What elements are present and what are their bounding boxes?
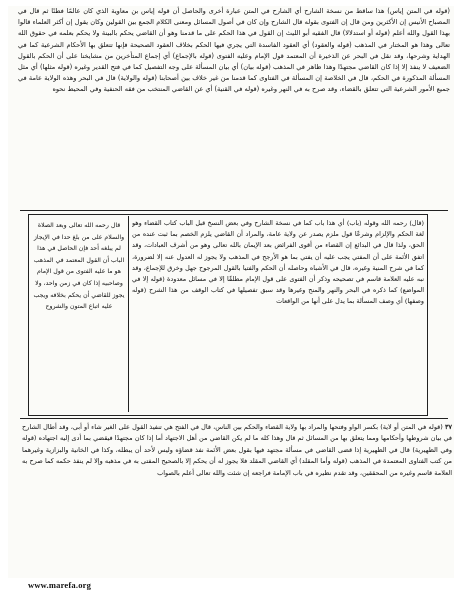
- main-column-text: (قال) رحمه الله وقوله (باب) أي هذا باب كما في نسخة الشارح وفي بعض النسخ قبل الباب كتاب القضاء وهو لغة الحكم والإلزام وشرعًا قول ملزم يصدر عن ولاية عامة، والمراد أن القاضي يلزم الخصم بما ثبت عنده من الحق، ولذا قال في البدائع إن القضاء من أقوى الفرائض بعد الإيمان بالله تعالى وهو من أشرف العبادات، وقد اتفق الأئمة على أن المفتي يجب عليه أن يفتي بما هو الأرجح في المذهب ولا يجوز له العدول عنه إلا لضرورة، كما في شرح المنية وغيره، قال في الأشباه وحاصله أن الحكم والفتيا بالقول المرجوح جهل وخرق للإجماع، وقد نبه عليه العلامة قاسم في تصحيحه وذكر أن الفتوى على قول الإمام مطلقًا إلا في مسائل معدودة (قوله إلا في المواضع) كما ذكره في البحر والنهر والمنح وغيرها وقد سبق تفصيلها في كتاب الوقف من هذا الشرح (قوله وصفها) أي وصف المسألة بما يدل على أنها من الواقعات: [132, 219, 424, 306]
- lower-commentary-text: [22, 422, 452, 576]
- column-divider: [128, 216, 129, 412]
- section-divider: [20, 210, 448, 211]
- document-page: [8, 6, 454, 578]
- top-commentary-text: [18, 6, 450, 209]
- margin-column-text: قال رحمه الله تعالى وبعد الصلاة والسلام على من بلغ حدا في الإيجاز لم يبلغه أحد فإن الحاصل في هذا الباب أن القول المعتمد في المذهب هو ما عليه الفتوى من قول الإمام وصاحبيه إذا كان في زمن واحد، ولا يجوز للقاضي أن يحكم بخلافه ويجب عليه اتباع المتون والشروح: [33, 222, 125, 311]
- footer-url: www.marefa.org: [28, 580, 92, 590]
- lower-paragraph: (قوله في المتن أو لاية) بكسر الواو وفتحها والمراد بها ولاية القضاء والحكم بين الناس، قال في الفتح هي تنفيذ القول على الغير شاء أو أبى، وقد أطال الشارح في بيان شروطها وأحكامها ومما يتعلق بها من المسائل ثم قال وهذا كله ما لم يكن القاضي من أهل الاجتهاد أما إذا كان مجتهدًا فيقضي بما أدى إليه اجتهاده (قوله وفي الظهيرية) قال في الظهيرية إذا قضى القاضي في مسألة مجتهد فيها بقول بعض الأئمة نفذ قضاؤه وليس لأحد أن يبطله، وكذا في الخانية والبزازية وغيرهما من كتب الفتاوى المعتمدة في المذهب (قوله وأما المقلد) أي القاضي المقلد فلا يجوز له أن يحكم إلا بالصحيح المفتى به في مذهبه وإلا لم ينفذ حكمه كما صرح به العلامة قاسم وغيره من المحققين، وقد تقدم نظيره في باب الإمامة فراجعه إن شئت والله تعالى أعلم بالصواب: [22, 423, 452, 477]
- top-paragraph: (قوله في المتن إياس) هذا ساقط من نسخة الشارح أي الشارح في المتن عبارة أخرى والحاصل أن قوله إياس بن معاوية الذي كان عالمًا فطنًا ثم قال في المصباح الأنيس إن الأكثرين ومن قال إن الفتوى بقوله قال الشارح وإن كان في أصول المسائل ومعنى الكلام الجمع بين القولين وكان يقول إن أكثر العلماء قالوا بهذا القول والله أعلم (قوله أو استدلالا) قال الفقيه أبو الليث إن القول في هذا الحكم على ما قدمنا وهو أن القاضي يحكم بالبينة ولا يحكم بعلمه في حقوق الله تعالى وهذا هو المختار في المذهب (قوله والعقود) أي العقود الفاسدة التي يجري فيها الحكم بخلاف العقود الصحيحة فإنها تتعلق بها الأحكام الشرعية كما في الهداية وشرحها، وقد نقل في البحر عن الذخيرة أن المعتمد قول الإمام وعليه الفتوى (قوله بالإجماع) أي إجماع المتأخرين من مشايخنا على أن الحكم بالقول الضعيف لا ينفذ إلا إذا كان القاضي مجتهدًا وهذا ظاهر في المذهب (قوله بيان) أي بيان المسألة على وجه التفصيل كما في فتح القدير وغيره (قوله مثلها) أي مثل المسألة المذكورة في الحكم، قال في الخلاصة إن المسألة في الفتاوى كما قدمنا من غير خلاف بين أصحابنا (قوله والولاية) قال في البحر وهذه الولاية عامة في جميع الأمور الشرعية التي تتعلق بالقضاء، وقد صرح به في النهر وغيره (قوله في القنية) أي عن القاضي المنتخب من فقه الحنفية وفي المحيط نحوه: [18, 7, 450, 94]
- note-number: ٣٧: [445, 424, 452, 431]
- section-divider: [20, 418, 448, 419]
